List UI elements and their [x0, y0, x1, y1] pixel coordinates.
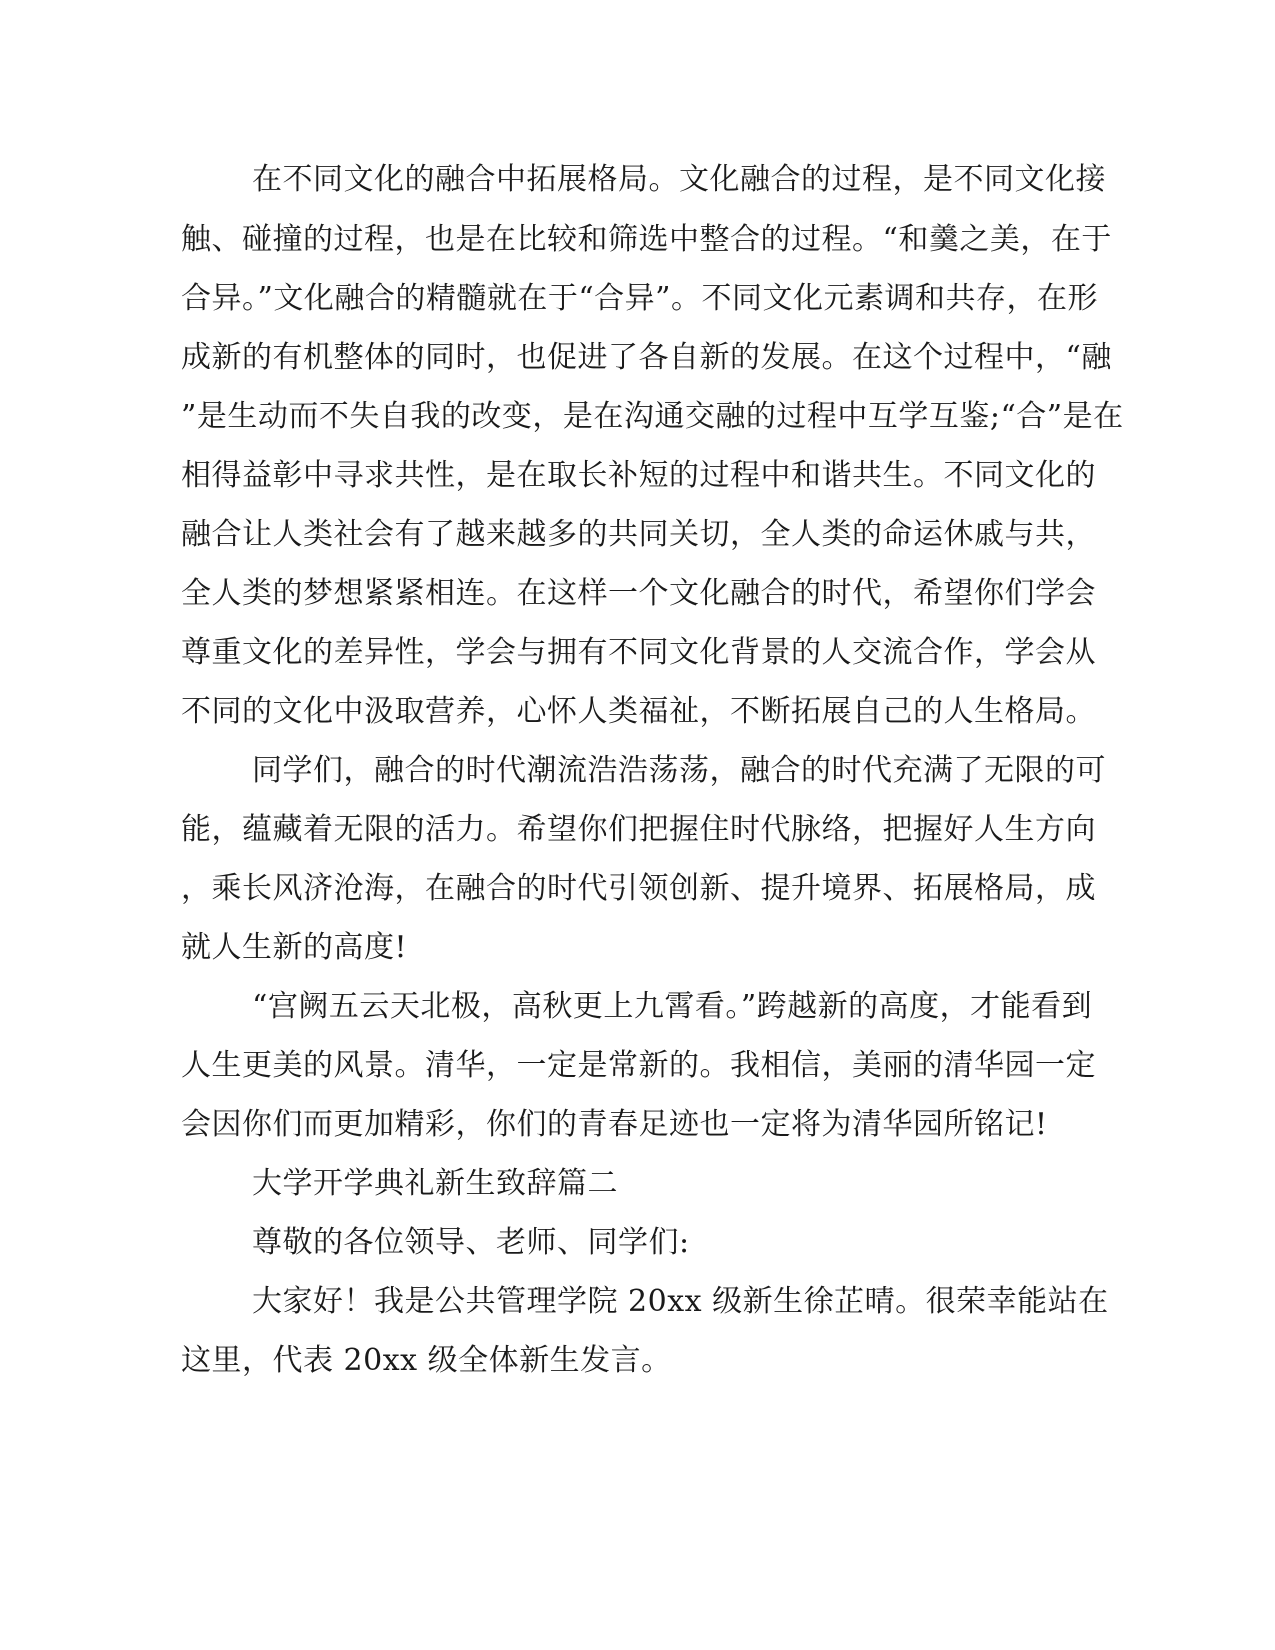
text-line-4: 成新的有机整体的同时，也促进了各自新的发展。在这个过程中，“融	[181, 340, 1112, 375]
text-line-5: ”是生动而不失自我的改变，是在沟通交融的过程中互学互鉴;“合”是在	[181, 399, 1124, 434]
salutation: 尊敬的各位领导、老师、同学们:	[252, 1225, 690, 1260]
text-line-16: 人生更美的风景。清华，一定是常新的。我相信，美丽的清华园一定	[181, 1048, 1096, 1083]
text-line-15: “宫阙五云天北极，高秋更上九霄看。”跨越新的高度，才能看到	[252, 989, 1093, 1024]
text-line-17: 会因你们而更加精彩，你们的青春足迹也一定将为清华园所铭记!	[181, 1107, 1048, 1142]
text-line-13: ，乘长风济沧海，在融合的时代引领创新、提升境界、拓展格局，成	[181, 871, 1096, 906]
section-heading: 大学开学典礼新生致辞篇二	[252, 1166, 618, 1201]
text-line-2: 触、碰撞的过程，也是在比较和筛选中整合的过程。“和羹之美，在于	[181, 222, 1112, 257]
text-line-10: 不同的文化中汲取营养，心怀人类福祉，不断拓展自己的人生格局。	[181, 694, 1096, 729]
text-line-1: 在不同文化的融合中拓展格局。文化融合的过程，是不同文化接	[252, 162, 1106, 197]
text-line-21: 这里，代表 20xx 级全体新生发言。	[181, 1343, 672, 1378]
text-line-6: 相得益彰中寻求共性，是在取长补短的过程中和谐共生。不同文化的	[181, 458, 1096, 493]
text-line-9: 尊重文化的差异性，学会与拥有不同文化背景的人交流合作，学会从	[181, 635, 1096, 670]
text-line-11: 同学们，融合的时代潮流浩浩荡荡，融合的时代充满了无限的可	[252, 753, 1106, 788]
text-line-14: 就人生新的高度!	[181, 930, 408, 965]
text-line-20: 大家好！我是公共管理学院 20xx 级新生徐芷晴。很荣幸能站在	[252, 1284, 1109, 1319]
text-line-7: 融合让人类社会有了越来越多的共同关切，全人类的命运休戚与共，	[181, 517, 1096, 552]
text-line-12: 能，蕴藏着无限的活力。希望你们把握住时代脉络，把握好人生方向	[181, 812, 1096, 847]
text-line-8: 全人类的梦想紧紧相连。在这样一个文化融合的时代，希望你们学会	[181, 576, 1096, 611]
text-line-3: 合异。”文化融合的精髓就在于“合异”。不同文化元素调和共存，在形	[181, 281, 1099, 316]
